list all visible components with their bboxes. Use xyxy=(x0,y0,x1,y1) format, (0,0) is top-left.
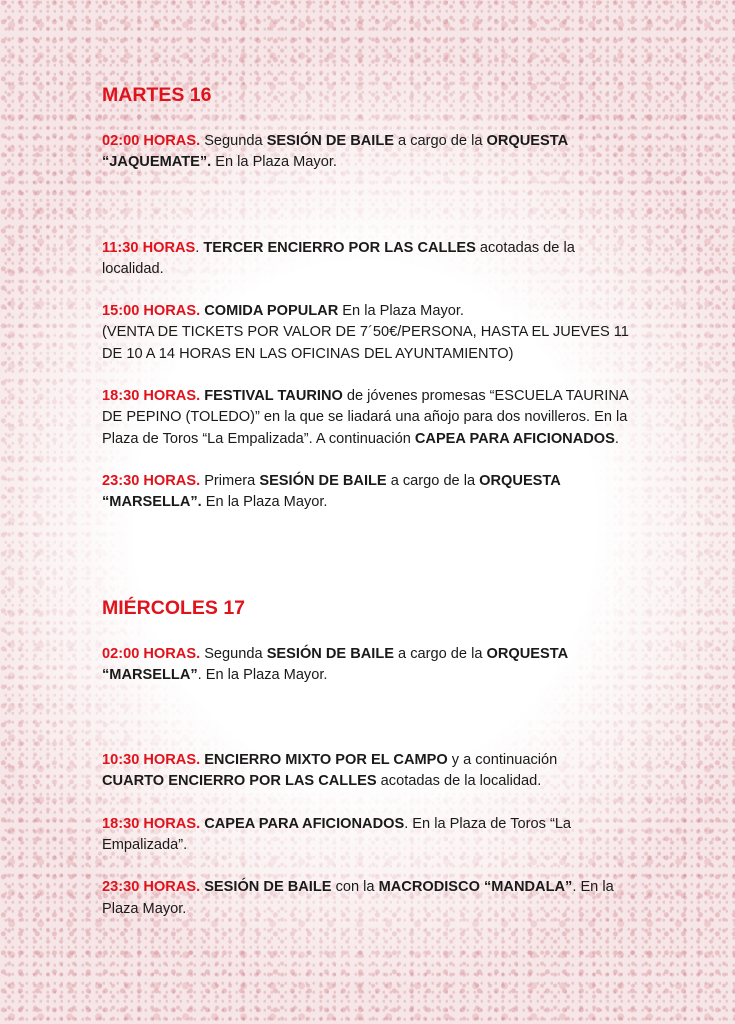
event-text: En la Plaza Mayor. xyxy=(338,303,464,320)
event-time: 23:30 HORAS. xyxy=(102,879,201,896)
event-time: 23:30 HORAS. xyxy=(102,472,201,489)
event-text: . En la Plaza Mayor. xyxy=(102,879,614,917)
event-text: En la Plaza Mayor. xyxy=(201,494,328,511)
event-text: Segunda xyxy=(200,645,267,662)
event-highlight: SESIÓN DE BAILE xyxy=(259,472,387,489)
event-miercoles-1830 xyxy=(102,814,632,857)
event-highlight: ORQUESTA xyxy=(479,472,561,489)
event-text: Primera xyxy=(200,472,260,489)
event-time: 02:00 HORAS. xyxy=(102,133,201,149)
event-martes-2330 xyxy=(102,471,632,514)
event-miercoles-2330 xyxy=(102,877,632,920)
event-highlight: CUARTO ENCIERRO POR LAS CALLES xyxy=(102,773,377,790)
event-highlight: “MARSELLA” xyxy=(102,666,198,683)
event-text: acotadas de la localidad. xyxy=(102,239,575,277)
event-highlight: “JAQUEMATE”. xyxy=(102,154,212,171)
event-highlight: TERCER ENCIERRO POR LAS CALLES xyxy=(203,239,476,256)
event-text: a cargo de la xyxy=(386,472,480,489)
event-highlight: SESIÓN DE BAILE xyxy=(266,133,394,149)
event-time: 11:30 HORAS xyxy=(102,239,196,256)
event-martes-1130 xyxy=(102,238,632,281)
event-martes-0200 xyxy=(102,131,632,174)
event-highlight: ORQUESTA xyxy=(486,645,569,662)
event-text: Segunda xyxy=(200,133,267,149)
event-miercoles-1030 xyxy=(102,750,632,793)
event-highlight: CAPEA PARA AFICIONADOS xyxy=(414,430,615,447)
event-text: . En la Plaza Mayor. xyxy=(197,666,328,683)
event-time: 18:30 HORAS. xyxy=(102,388,201,405)
event-time: 15:00 HORAS. xyxy=(102,303,201,320)
event-miercoles-0200 xyxy=(102,644,632,687)
event-ticket-note: (VENTA DE TICKETS POR VALOR DE 7´50€/PERSONA, HASTA EL JUEVES 11 DE 10 A 14 HORAS EN LAS OFICINAS DEL AYUNTAMIENTO) xyxy=(102,324,629,362)
event-martes-1830 xyxy=(102,386,632,450)
event-text: acotadas de la localidad. xyxy=(376,773,542,790)
event-text: . En la Plaza de Toros “La Empalizada”. xyxy=(102,815,572,854)
event-text: y a continuación xyxy=(447,752,558,769)
event-text: con la xyxy=(331,879,379,896)
event-highlight: SESIÓN DE BAILE xyxy=(266,645,394,662)
event-highlight: SESIÓN DE BAILE xyxy=(204,879,332,896)
event-highlight: ENCIERRO MIXTO POR EL CAMPO xyxy=(204,752,448,769)
event-text: . xyxy=(195,239,204,256)
program-page xyxy=(102,82,632,920)
event-highlight: “MARSELLA”. xyxy=(102,494,202,511)
event-martes-1500 xyxy=(102,301,632,365)
event-text: a cargo de la xyxy=(394,645,487,662)
event-text: . xyxy=(614,430,619,447)
event-highlight: ORQUESTA xyxy=(486,133,569,149)
event-text: de jóvenes promesas “ESCUELA TAURINA DE PEPINO (TOLEDO)” en la que se liadará una añojo para dos novilleros. En la Plaza de Toros “La Empalizada”. A continuación xyxy=(102,388,628,447)
day-title-martes: MARTES 16 xyxy=(102,84,212,106)
event-highlight: FESTIVAL TAURINO xyxy=(204,388,343,405)
event-highlight: COMIDA POPULAR xyxy=(204,303,339,320)
day-title-miercoles: MIÉRCOLES 17 xyxy=(102,596,246,619)
event-highlight: MACRODISCO “MANDALA” xyxy=(378,879,573,896)
event-time: 18:30 HORAS. xyxy=(102,815,201,832)
event-text: En la Plaza Mayor. xyxy=(211,154,337,171)
event-highlight: CAPEA PARA AFICIONADOS xyxy=(204,815,405,832)
event-time: 02:00 HORAS. xyxy=(102,645,201,662)
event-time: 10:30 HORAS. xyxy=(102,752,201,769)
event-text: a cargo de la xyxy=(394,133,487,149)
